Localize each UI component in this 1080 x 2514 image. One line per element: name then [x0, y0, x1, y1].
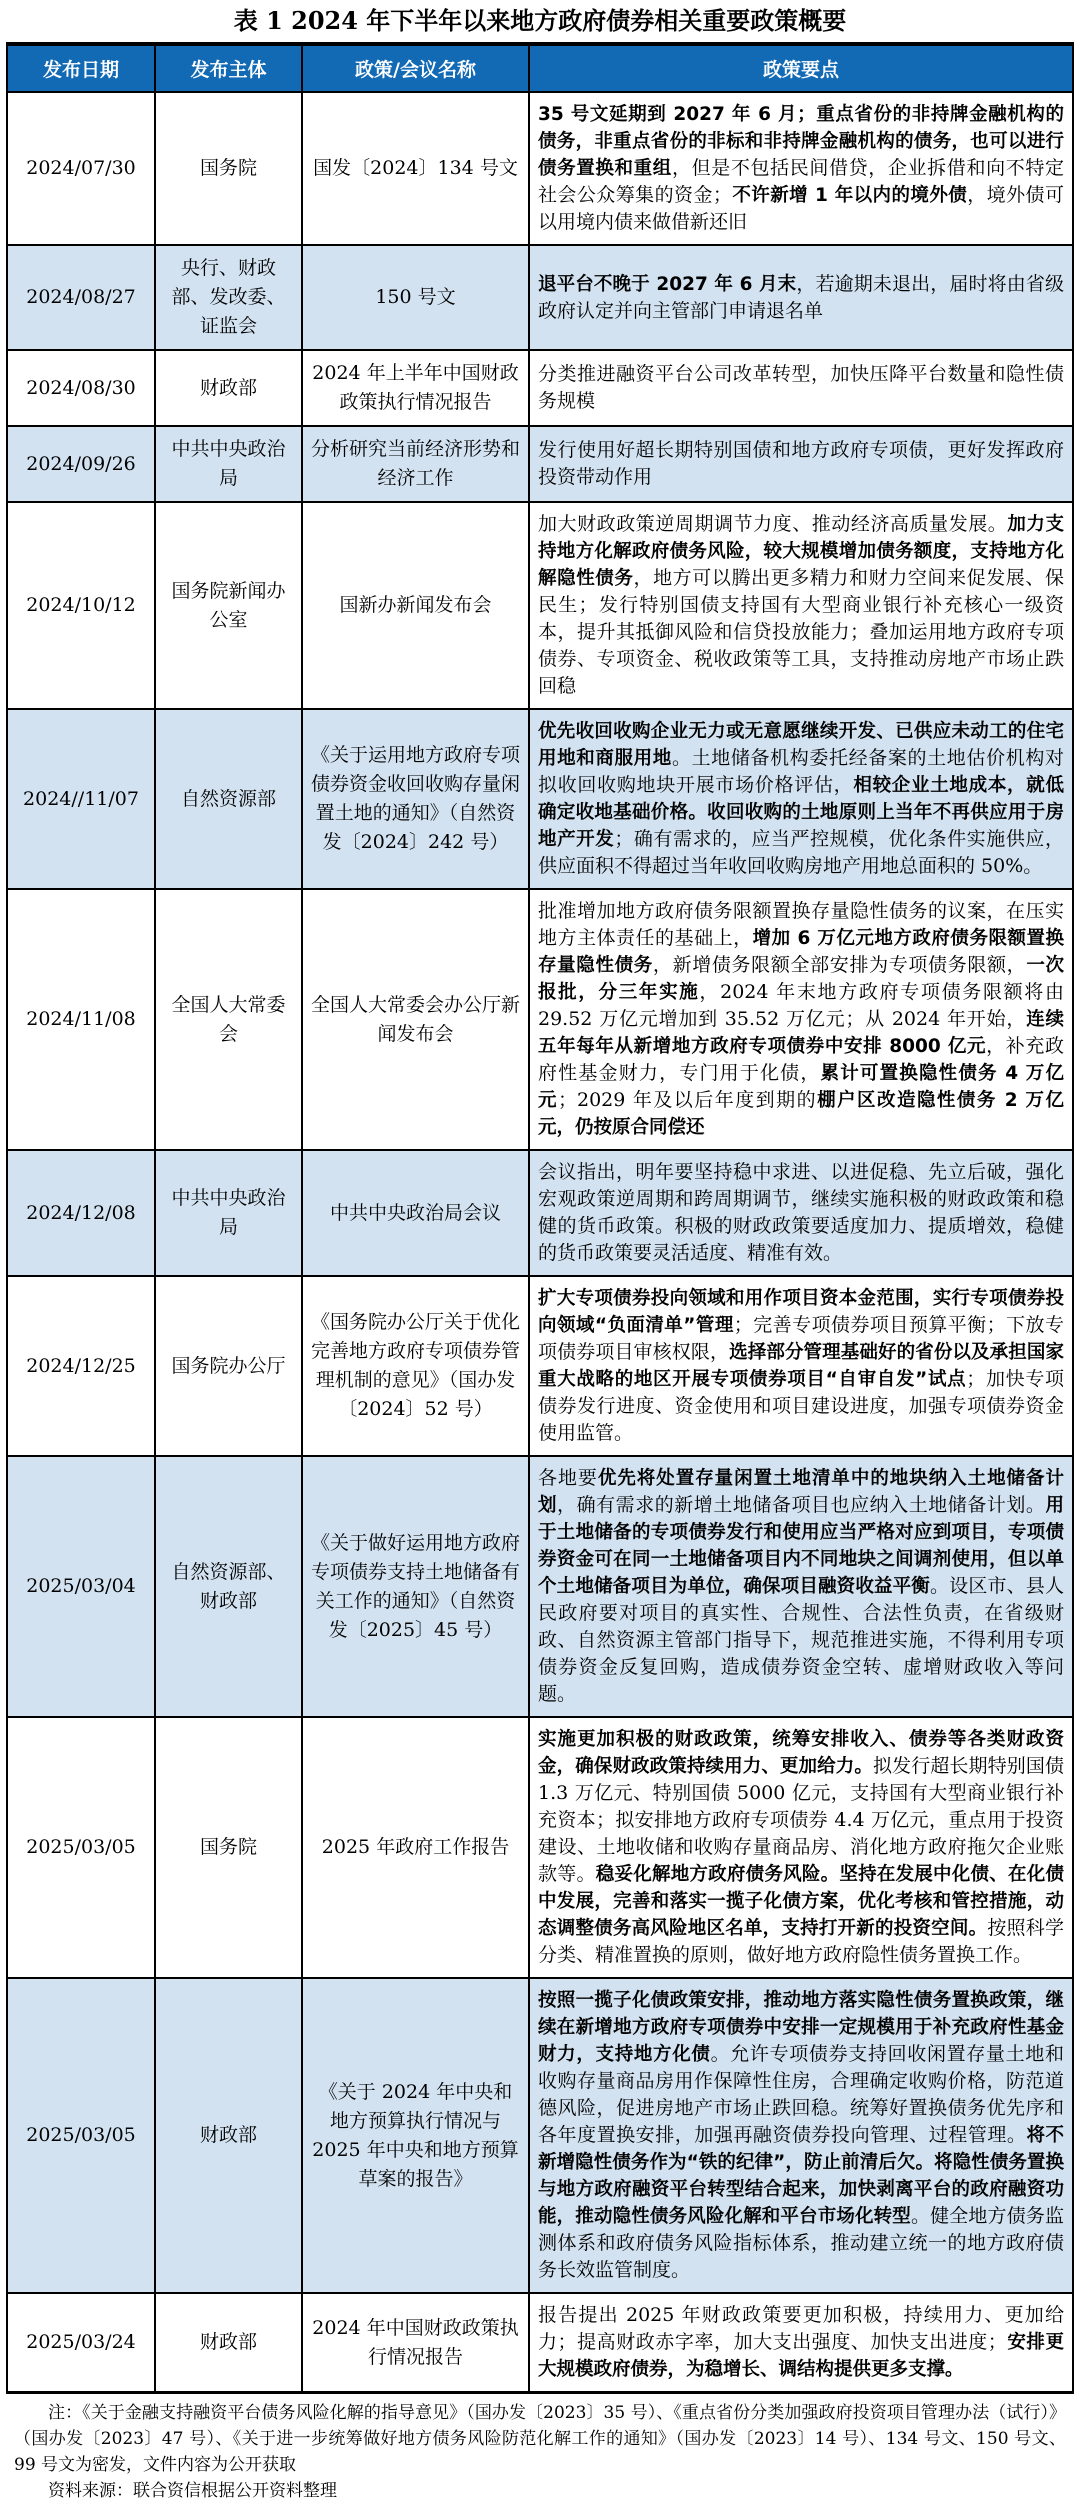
table-row: [7, 1978, 1073, 2293]
cell-issuer: 国务院: [155, 92, 302, 245]
table-row: [7, 1717, 1073, 1978]
policy-table: [6, 42, 1074, 2394]
cell-date: 2024/12/08: [7, 1150, 155, 1276]
table-row: [7, 502, 1073, 709]
table-body: [7, 92, 1073, 2393]
cell-policy: 全国人大常委会办公厅新闻发布会: [302, 889, 529, 1150]
cell-date: 2024/08/27: [7, 245, 155, 350]
cell-policy: 国发〔2024〕134 号文: [302, 92, 529, 245]
cell-points: 加大财政政策逆周期调节力度、推动经济高质量发展。加力支持地方化解政府债务风险，较大规模增加债务额度，支持地方化解隐性债务，地方可以腾出更多精力和财力空间来促发展、保民生；发行特别国债支持国有大型商业银行补充核心一级资本，提升其抵御风险和信贷投放能力；叠加运用地方政府专项债券、专项资金、税收政策等工具，支持推动房地产市场止跌回稳: [529, 502, 1073, 709]
cell-policy: 2024 年中国财政政策执行情况报告: [302, 2293, 529, 2393]
cell-date: 2024//11/07: [7, 709, 155, 889]
column-header: 政策要点: [529, 44, 1073, 92]
cell-points: 会议指出，明年要坚持稳中求进、以进促稳、先立后破，强化宏观政策逆周期和跨周期调节，继续实施积极的财政政策和稳健的货币政策。积极的财政政策要适度加力、提质增效，稳健的货币政策要灵活适度、精准有效。: [529, 1150, 1073, 1276]
footnote-source: 资料来源：联合资信根据公开资料整理: [48, 2481, 337, 2501]
column-header: 发布日期: [7, 44, 155, 92]
cell-issuer: 国务院: [155, 1717, 302, 1978]
cell-date: 2025/03/24: [7, 2293, 155, 2393]
cell-date: 2024/08/30: [7, 350, 155, 426]
cell-issuer: 中共中央政治局: [155, 1150, 302, 1276]
cell-issuer: 财政部: [155, 2293, 302, 2393]
cell-points: 35 号文延期到 2027 年 6 月；重点省份的非持牌金融机构的债务，非重点省份的非标和非持牌金融机构的债务，也可以进行债务置换和重组，但是不包括民间借贷，企业拆借和向不特定社会公众筹集的资金；不许新增 1 年以内的境外债，境外债可以用境内债来做借新还旧: [529, 92, 1073, 245]
table-title: 表 1 2024 年下半年以来地方政府债券相关重要政策概要: [233, 6, 847, 35]
cell-points: 按照一揽子化债政策安排，推动地方落实隐性债务置换政策，继续在新增地方政府专项债券中安排一定规模用于补充政府性基金财力，支持地方化债。允许专项债券支持回收闲置存量土地和收购存量商品房用作保障性住房，合理确定收购价格，防范道德风险，促进房地产市场止跌回稳。统筹好置换债务优先序和各年度置换安排，加强再融资债券投向管理、过程管理。将不新增隐性债务作为“铁的纪律”，防止前清后欠。将隐性债务置换与地方政府融资平台转型结合起来，加快剥离平台的政府融资功能，推动隐性债务风险化解和平台市场化转型。健全地方债务监测体系和政府债务风险指标体系，推动建立统一的地方政府债务长效监管制度。: [529, 1978, 1073, 2293]
cell-points: 分类推进融资平台公司改革转型，加快压降平台数量和隐性债务规模: [529, 350, 1073, 426]
table-row: [7, 2293, 1073, 2393]
cell-issuer: 自然资源部、财政部: [155, 1456, 302, 1717]
cell-policy: 中共中央政治局会议: [302, 1150, 529, 1276]
table-row: [7, 245, 1073, 350]
cell-policy: 分析研究当前经济形势和经济工作: [302, 426, 529, 502]
cell-date: 2024/11/08: [7, 889, 155, 1150]
cell-points: 实施更加积极的财政政策，统筹安排收入、债券等各类财政资金，确保财政政策持续用力、更加给力。拟发行超长期特别国债 1.3 万亿元、特别国债 5000 亿元，支持国有大型商业银行补充资本；拟安排地方政府专项债券 4.4 万亿元，重点用于投资建设、土地收储和收购存量商品房、消化地方政府拖欠企业账款等。稳妥化解地方政府债务风险。坚持在发展中化债、在化债中发展，完善和落实一揽子化债方案，优化考核和管控措施，动态调整债务高风险地区名单，支持打开新的投资空间。按照科学分类、精准置换的原则，做好地方政府隐性债务置换工作。: [529, 1717, 1073, 1978]
cell-issuer: 国务院办公厅: [155, 1276, 302, 1456]
cell-date: 2025/03/05: [7, 1717, 155, 1978]
cell-issuer: 财政部: [155, 350, 302, 426]
cell-issuer: 全国人大常委会: [155, 889, 302, 1150]
column-header: 政策/会议名称: [302, 44, 529, 92]
cell-points: 各地要优先将处置存量闲置土地清单中的地块纳入土地储备计划，确有需求的新增土地储备项目也应纳入土地储备计划。用于土地储备的专项债券发行和使用应当严格对应到项目，专项债券资金可在同一土地储备项目内不同地块之间调剂使用，但以单个土地储备项目为单位，确保项目融资收益平衡。设区市、县人民政府要对项目的真实性、合规性、合法性负责，在省级财政、自然资源主管部门指导下，规范推进实施，不得利用专项债券资金反复回购，造成债券资金空转、虚增财政收入等问题。: [529, 1456, 1073, 1717]
cell-policy: 《关于运用地方政府专项债券资金收回收购存量闲置土地的通知》（自然资发〔2024〕242 号）: [302, 709, 529, 889]
table-row: [7, 1150, 1073, 1276]
cell-date: 2024/09/26: [7, 426, 155, 502]
cell-issuer: 国务院新闻办公室: [155, 502, 302, 709]
column-header: 发布主体: [155, 44, 302, 92]
cell-date: 2025/03/05: [7, 1978, 155, 2293]
cell-points: 优先收回收购企业无力或无意愿继续开发、已供应未动工的住宅用地和商服用地。土地储备机构委托经备案的土地估价机构对拟收回收购地块开展市场价格评估，相较企业土地成本，就低确定收地基础价格。收回收购的土地原则上当年不再供应用于房地产开发；确有需求的，应当严控规模，优化条件实施供应，供应面积不得超过当年收回收购房地产用地总面积的 50%。: [529, 709, 1073, 889]
table-row: [7, 426, 1073, 502]
cell-points: 报告提出 2025 年财政政策要更加积极，持续用力、更加给力；提高财政赤字率，加大支出强度、加快支出进度；安排更大规模政府债券，为稳增长、调结构提供更多支撑。: [529, 2293, 1073, 2393]
cell-policy: 《国务院办公厅关于优化完善地方政府专项债券管理机制的意见》（国办发〔2024〕52 号）: [302, 1276, 529, 1456]
cell-points: 批准增加地方政府债务限额置换存量隐性债务的议案，在压实地方主体责任的基础上，增加 6 万亿元地方政府债务限额置换存量隐性债务，新增债务限额全部安排为专项债务限额，一次报批，分三年实施，2024 年末地方政府专项债务限额将由 29.52 万亿元增加到 35.52 万亿元；从 2024 年开始，连续五年每年从新增地方政府专项债券中安排 8000 亿元，补充政府性基金财力，专门用于化债，累计可置换隐性债务 4 万亿元；2029 年及以后年度到期的棚户区改造隐性债务 2 万亿元，仍按原合同偿还: [529, 889, 1073, 1150]
cell-policy: 2024 年上半年中国财政政策执行情况报告: [302, 350, 529, 426]
cell-issuer: 自然资源部: [155, 709, 302, 889]
cell-date: 2024/12/25: [7, 1276, 155, 1456]
cell-points: 扩大专项债券投向领域和用作项目资本金范围，实行专项债券投向领域“负面清单”管理；完善专项债券项目预算平衡；下放专项债券项目审核权限，选择部分管理基础好的省份以及承担国家重大战略的地区开展专项债券项目“自审自发”试点；加快专项债券发行进度、资金使用和项目建设进度，加强专项债券资金使用监管。: [529, 1276, 1073, 1456]
cell-points: 退平台不晚于 2027 年 6 月末，若逾期未退出，届时将由省级政府认定并向主管部门申请退名单: [529, 245, 1073, 350]
cell-policy: 国新办新闻发布会: [302, 502, 529, 709]
cell-date: 2024/10/12: [7, 502, 155, 709]
cell-policy: 150 号文: [302, 245, 529, 350]
cell-date: 2024/07/30: [7, 92, 155, 245]
cell-policy: 《关于做好运用地方政府专项债券支持土地储备有关工作的通知》（自然资发〔2025〕45 号）: [302, 1456, 529, 1717]
footnote: [6, 2394, 1074, 2504]
table-row: [7, 889, 1073, 1150]
footnote-note: 注：《关于金融支持融资平台债务风险化解的指导意见》（国办发〔2023〕35 号）、《重点省份分类加强政府投资项目管理办法（试行）》（国办发〔2023〕47 号）、《关于进一步统筹做好地方债务风险防范化解工作的通知》（国办发〔2023〕14 号）、134 号文、150 号文、99 号文为密发，文件内容为公开获取: [14, 2403, 1066, 2475]
cell-issuer: 财政部: [155, 1978, 302, 2293]
cell-date: 2025/03/04: [7, 1456, 155, 1717]
cell-policy: 《关于 2024 年中央和地方预算执行情况与 2025 年中央和地方预算草案的报告》: [302, 1978, 529, 2293]
table-row: [7, 709, 1073, 889]
table-row: [7, 1456, 1073, 1717]
cell-issuer: 中共中央政治局: [155, 426, 302, 502]
cell-points: 发行使用好超长期特别国债和地方政府专项债，更好发挥政府投资带动作用: [529, 426, 1073, 502]
header-row: [7, 44, 1073, 92]
table-row: [7, 1276, 1073, 1456]
cell-policy: 2025 年政府工作报告: [302, 1717, 529, 1978]
table-row: [7, 92, 1073, 245]
table-row: [7, 350, 1073, 426]
cell-issuer: 央行、财政部、发改委、证监会: [155, 245, 302, 350]
